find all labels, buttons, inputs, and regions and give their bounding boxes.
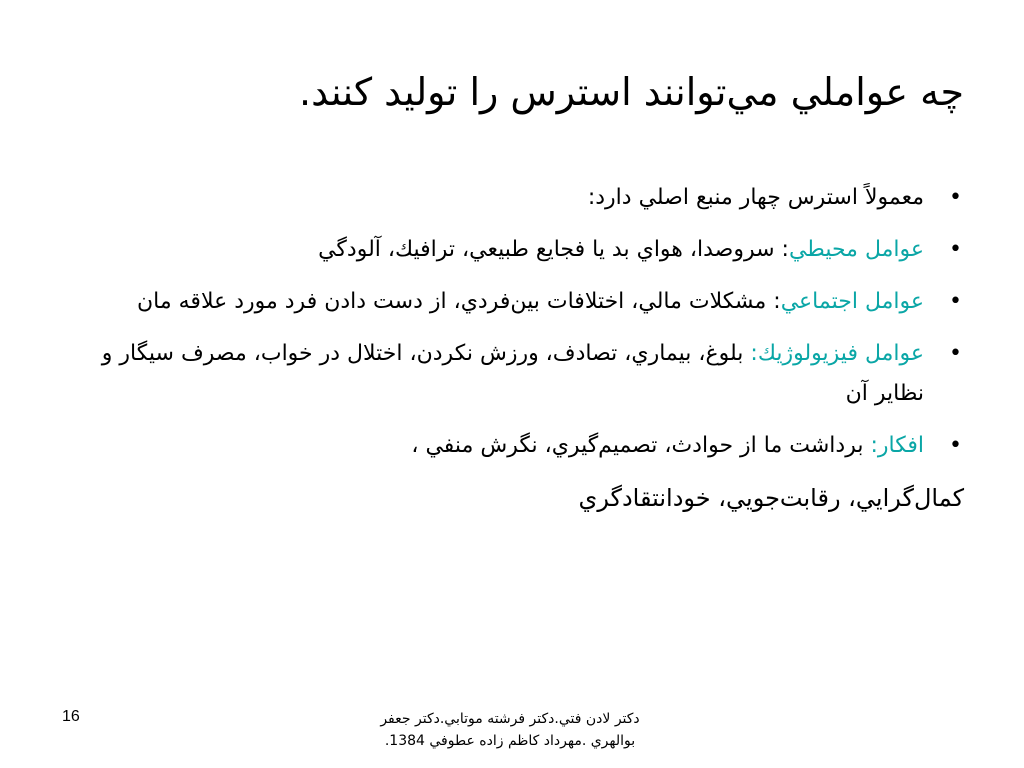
bullet-text: بلوغ، بيماري، تصادف، ورزش نكردن، اختلال در خواب، مصرف سيگار و نظاير آن xyxy=(101,341,924,406)
bullet-item xyxy=(84,178,964,218)
footer-line: دكتر لادن فتي.دكتر فرشته موتابي.دكتر جعفر xyxy=(380,711,640,727)
bullet-icon: • xyxy=(949,289,962,314)
bullet-text: برداشت ما از حوادث، تصميم‌گيري، نگرش منفي ، xyxy=(411,433,871,458)
bullet-list xyxy=(84,178,964,466)
slide-content xyxy=(84,178,964,518)
slide-title: چه عواملي مي‌توانند استرس را توليد كنند. xyxy=(299,70,964,114)
bullet-icon: • xyxy=(949,185,962,210)
page-number: 16 xyxy=(62,708,80,725)
bullet-text: : سروصدا، هواي بد يا فجايع طبيعي، ترافيك، آلودگي xyxy=(318,237,789,262)
bullet-item xyxy=(84,230,964,270)
footer-credit xyxy=(300,708,720,752)
continuation-text: كمال‌گرايي، رقابت‌جويي، خودانتقادگري xyxy=(578,484,964,512)
bullet-item xyxy=(84,426,964,466)
bullet-text: معمولاً استرس چهار منبع اصلي دارد: xyxy=(587,185,924,210)
bullet-icon: • xyxy=(949,237,962,262)
bullet-item xyxy=(84,334,964,414)
bullet-item xyxy=(84,282,964,322)
footer-line: بوالهري .مهرداد كاظم زاده عطوفي 1384. xyxy=(384,733,636,749)
bullet-text: : مشكلات مالي، اختلافات بين‌فردي، از دست دادن فرد مورد علاقه مان xyxy=(137,289,781,314)
bullet-icon: • xyxy=(949,341,962,366)
bullet-label: عوامل محيطي xyxy=(788,237,924,262)
bullet-label: افكار: xyxy=(870,433,924,458)
bullet-icon: • xyxy=(949,433,962,458)
bullet-label: عوامل فيزيولوژيك: xyxy=(750,341,924,366)
bullet-label: عوامل اجتماعي xyxy=(780,289,924,314)
